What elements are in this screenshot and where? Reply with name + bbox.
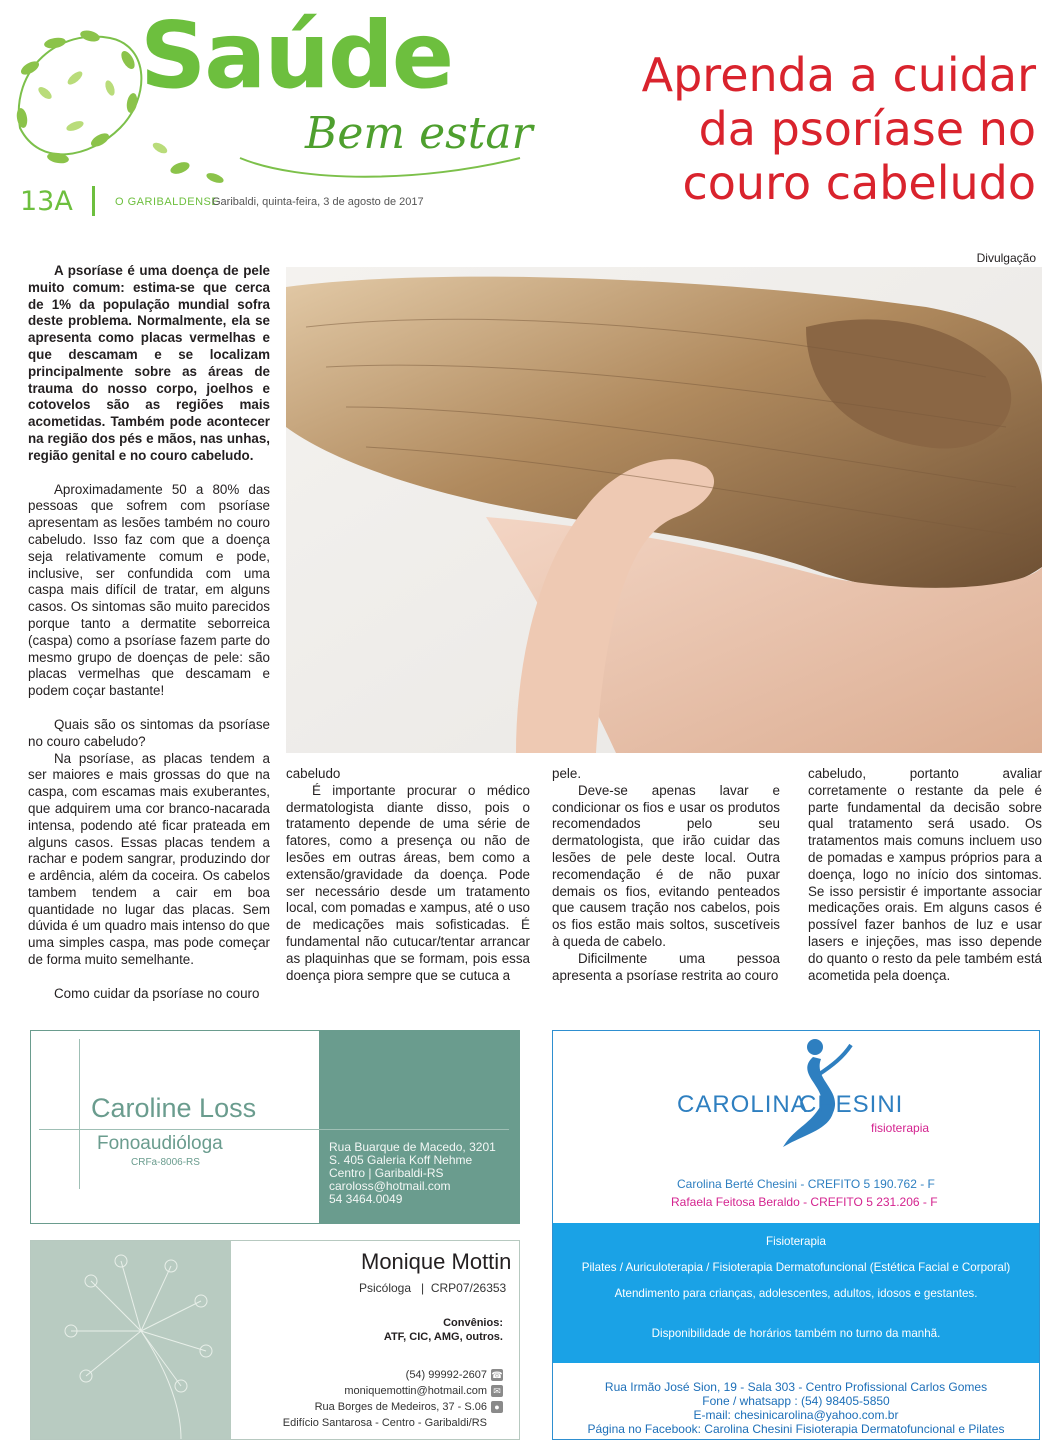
page-number-divider: [92, 186, 95, 216]
logo-text-left: CAROLINA: [677, 1091, 808, 1118]
article-column-2: [286, 766, 530, 984]
logo-text-right: CHESINI: [799, 1091, 904, 1118]
article-column-1: [28, 263, 270, 1003]
article-paragraph: pele.: [552, 766, 582, 781]
article-paragraph: Na psoríase, as placas tendem a ser maiores e mais grossas do que na caspa, com escamas mais exuberantes, que adquirem uma cor branco-nacarada intensa, podendo até ficar prateada em alguns casos. Essas placas tendem a rachar e podem sangrar, produzindo dor e ardência, além da coceira. Os cabelos tambem tendem a cair em boa quantidade no lugar das placas. Sem dúvida é um quadro mais intenso do que uma simples caspa, mas pode começar de forma muito semelhante.: [28, 750, 270, 968]
headline-line: da psoríase no: [698, 102, 1036, 156]
article-paragraph: cabeludo, portanto avaliar corretamente o restante da pele é parte fundamental da decisão sobre qual tratamento será usado. Os tratamentos mais comuns incluem uso de pomadas e xampus próprios para a doença, logo no início dos sintomas. Se isso persistir é importante associar medicações orais. Em alguns casos é possível fazer banhos de luz e usar lasers e injeções, mas isso depende do quanto o resto da pele também está acometida pela doença.: [808, 766, 1042, 983]
ad-phone: 54 3464.0049: [329, 1192, 403, 1206]
ad-phone: Fone / whatsapp : (54) 98405-5850: [702, 1394, 890, 1408]
article-paragraph: Aproximadamente 50 a 80% das pessoas que sofrem com psoríase apresentam as lesões também no couro cabeludo. Isso faz com que a doença seja relativamente comum e pode, inclusive, ser confundida com uma caspa mais difícil de tratar, em alguns casos. Os sintomas são muito parecidos porque tanto a dermatite seborreica (caspa) como a psoríase fazem parte do mesmo grupo de doenças de pele: são placas vermelhas que descamam e podem coçar bastante!: [28, 481, 270, 699]
article-paragraph: É importante procurar o médico dermatologista diante disso, pois o tratamento depende de uma série de fatores, como a presença ou não de lesões em outras áreas, bem como a extensão/gravidade da doença. Pode ser necessário desde um tratamento local, com pomadas e xampus, até o uso de medicações mais sofisticadas. É fundamental não cutucar/tentar arrancar as plaquinhas que se formam, pois essa doença piora sempre que se cutuca a: [286, 782, 530, 983]
ad-divider: [79, 1039, 80, 1189]
ad-address-row: [315, 1401, 503, 1413]
ad-profession: Fonoaudióloga: [97, 1133, 223, 1154]
dandelion-icon: [31, 1241, 231, 1439]
ad-name: Monique Mottin: [361, 1249, 512, 1274]
ad-facebook: Página no Facebook: Carolina Chesini Fisioterapia Dermatofuncional e Pilates: [587, 1422, 1005, 1436]
ad-address: [329, 1141, 496, 1206]
mail-icon: ✉: [491, 1385, 503, 1397]
ad-convenios: ATF, CIC, AMG, outros.: [383, 1331, 503, 1343]
ad-convenios-label: Convênios:: [443, 1317, 503, 1329]
ad-address: Rua Borges de Medeiros, 37 - S.06: [314, 1401, 487, 1413]
dateline: Garibaldi, quinta-feira, 3 de agosto de 2017: [212, 196, 424, 208]
article-column-3: [552, 766, 780, 984]
ad-service: Fisioterapia: [766, 1235, 826, 1248]
ad-email: E-mail: chesinicarolina@yahoo.com.br: [693, 1408, 899, 1422]
article-column-4: [808, 766, 1042, 984]
article-headline: [616, 48, 1036, 210]
headline-line: Aprenda a cuidar: [641, 48, 1036, 102]
ad-separator: |: [414, 1281, 428, 1295]
ad-address-line: Rua Buarque de Macedo, 3201: [329, 1140, 496, 1154]
headline-line: couro cabeludo: [682, 156, 1036, 210]
ad-carolina-chesini: [552, 1030, 1040, 1440]
ad-caroline-loss: [30, 1030, 520, 1224]
article-paragraph: Dificilmente uma pessoa apresenta a psoríase restrita ao couro: [552, 950, 780, 983]
article-subheading: Como cuidar da psoríase no couro: [54, 985, 260, 1001]
dandelion-panel: [31, 1241, 231, 1439]
ad-building: Edifício Santarosa - Centro - Garibaldi/RS: [282, 1417, 487, 1429]
article-paragraph: cabeludo: [286, 766, 341, 781]
page-number: 13A: [20, 186, 73, 217]
ad-email-row: [344, 1385, 503, 1397]
article-photo: [286, 267, 1042, 753]
ad-name: Caroline Loss: [91, 1093, 257, 1123]
ad-service: Disponibilidade de horários também no turno da manhã.: [651, 1327, 941, 1340]
ad-service: Pilates / Auriculoterapia / Fisioterapia Dermatofuncional (Estética Facial e Corporal): [581, 1261, 1011, 1274]
ad-services-band: [553, 1223, 1039, 1363]
ad-monique-mottin: [30, 1240, 520, 1440]
ad-registration: CRFa-8006-RS: [131, 1157, 200, 1168]
logo-subtitle: fisioterapia: [871, 1121, 930, 1135]
article-paragraph: Deve-se apenas lavar e condicionar os fios e usar os produtos recomendados pelo seu dermatologista, que irão cuidar das lesões de pele deste local. Outra recomendação é de não puxar demais os fios, evitando penteados que causem tração nos cabelos, pois os fios estão mais soltos, suscetíveis à queda de cabelo.: [552, 782, 780, 949]
phone-icon: ☎: [491, 1370, 503, 1381]
newspaper-name: O GARIBALDENSE: [115, 196, 220, 208]
ad-professional: Rafaela Feitosa Beraldo - CREFITO 5 231.206 - F: [671, 1195, 938, 1209]
ad-email: caroloss@hotmail.com: [329, 1179, 451, 1193]
ad-address: Rua Irmão José Sion, 19 - Sala 303 - Centro Profissional Carlos Gomes: [604, 1380, 988, 1394]
article-subheading: Quais são os sintomas da psoríase no couro cabeludo?: [28, 716, 270, 749]
location-pin-icon: ●: [491, 1401, 503, 1413]
ad-address-line: S. 405 Galeria Koff Nehme: [329, 1153, 473, 1167]
ad-registration: CRP07/26353: [430, 1281, 507, 1295]
ad-professional: Carolina Berté Chesini - CREFITO 5 190.762 - F: [677, 1177, 935, 1191]
ad-email: moniquemottin@hotmail.com: [344, 1385, 487, 1397]
section-subtitle: Bem estar: [305, 108, 533, 159]
ad-profession: [359, 1281, 506, 1295]
ad-divider: [39, 1129, 509, 1130]
ad-service: Atendimento para crianças, adolescentes, adultos, idosos e gestantes.: [614, 1287, 978, 1300]
photo-credit: Divulgação: [976, 251, 1036, 265]
article-lead: A psoríase é uma doença de pele muito comum: estima-se que cerca de 1% da população mundial sofra deste problema. Normalmente, ela se apresenta como placas vermelhas e que descamam e se localizam principalmente sobre as áreas de trauma do nosso corpo, joelhos e cotovelos são as regiões mais acometidas. Também pode acontecer na região dos pés e mãos, nas unhas, região genital e no couro cabeludo.: [28, 263, 270, 463]
ad-phone: (54) 99992-2607: [405, 1369, 487, 1381]
ad-role: Psicóloga: [359, 1281, 412, 1295]
ad-address-line: Centro | Garibaldi-RS: [329, 1166, 444, 1180]
ad-phone-row: [406, 1369, 503, 1381]
section-title: Saúde: [140, 2, 453, 109]
